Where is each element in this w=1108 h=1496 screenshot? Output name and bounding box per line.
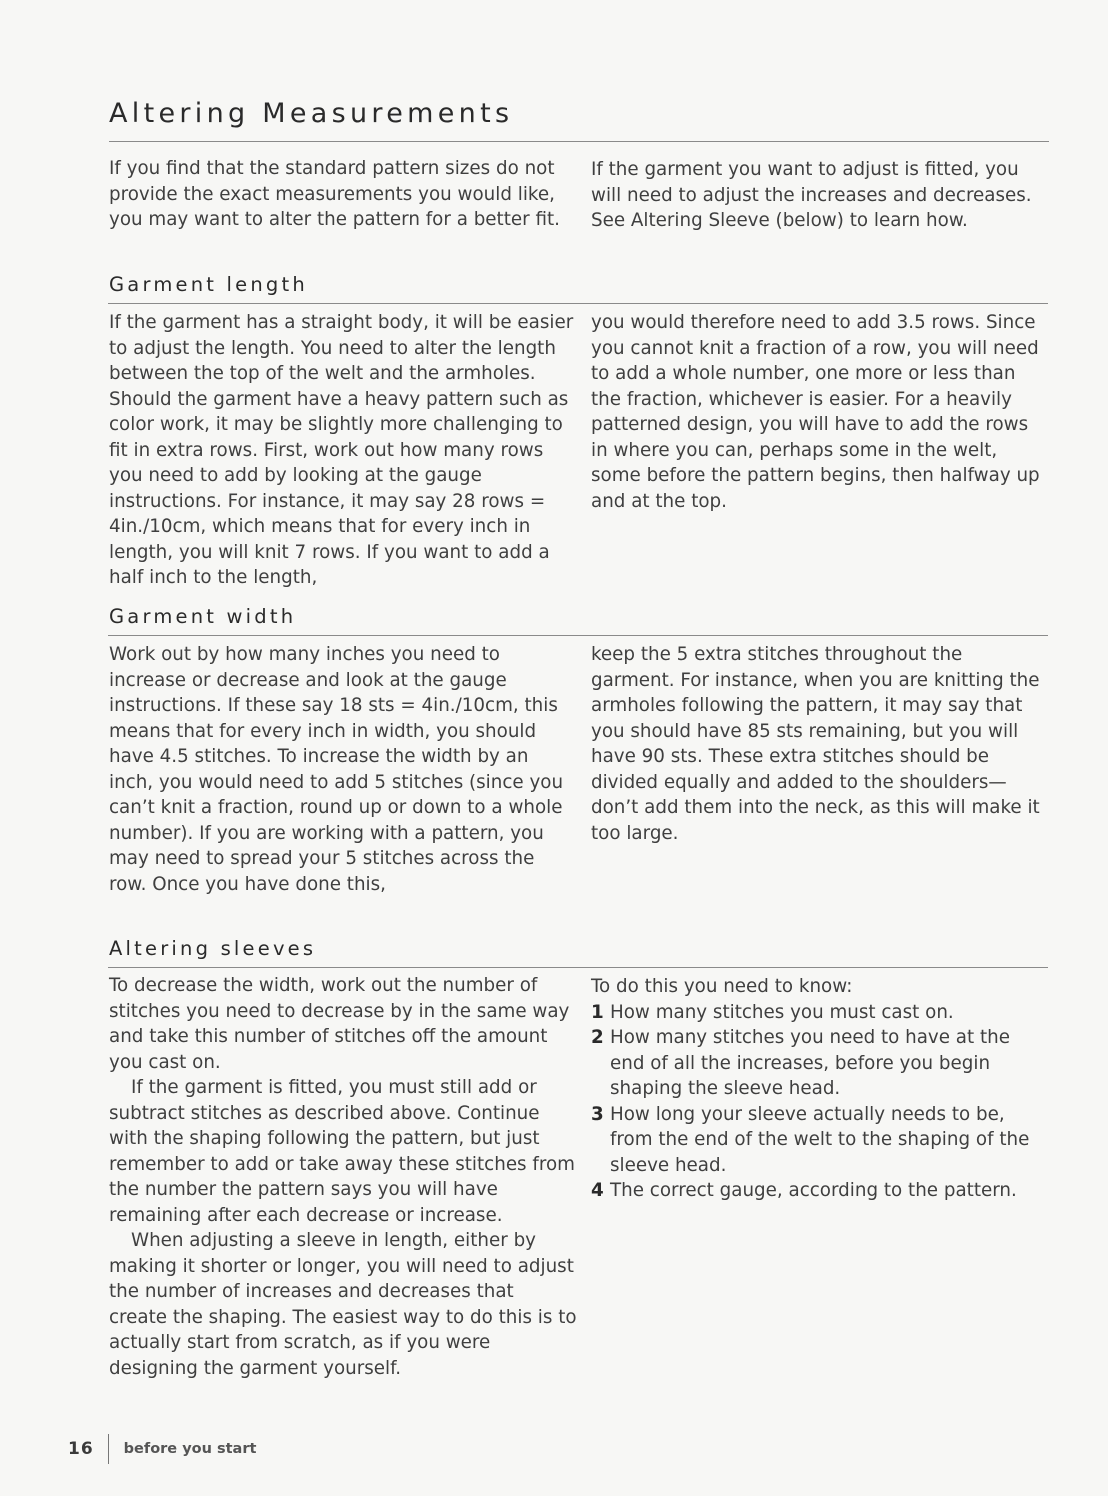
garment-width-left-text: Work out by how many inches you need to increase or decrease and look at the gauge instructions. If these say 18 sts = 4in./10cm, this means that for every inch in width, you should have 4.5 stitches. To increase the width by an inch, you would need to add 5 stitches (since you can’t knit a fraction, round up or down to a whole number). If you are working with a pattern, you may need to spread your 5 stitches across the row. Once you have done this, [109,644,564,895]
list-item [591,1000,1049,1026]
intro-right [591,157,1049,234]
intro-right-text: If the garment you want to adjust is fitted, you will need to adjust the increases and decreases. See Altering Sleeve (below) to learn how. [591,159,1032,231]
sleeves-paragraph-3: When adjusting a sleeve in length, either by making it shorter or longer, you will need to adjust the number of increases and decreases that create the shaping. The easiest way to do this is to actually start from scratch, as if you were designing the garment yourself. [109,1230,577,1379]
altering-sleeves-left [109,973,577,1381]
list-item [591,1102,1049,1179]
step-text: The correct gauge, according to the pattern. [610,1180,1017,1201]
footer-section-name: before you start [123,1441,257,1457]
garment-width-right [591,642,1049,846]
garment-length-left [109,310,577,591]
sleeves-paragraph-1: To decrease the width, work out the number of stitches you need to decrease by in the same way and take this number of stitches off the amount you cast on. [109,975,570,1073]
page-title: Altering Measurements [109,98,514,129]
step-text: How many stitches you need to have at the end of all the increases, before you begin shaping the sleeve head. [610,1027,1010,1099]
sleeves-list-intro: To do this you need to know: [591,976,853,997]
page-number: 16 [68,1439,94,1459]
list-item [591,1025,1049,1102]
section-rule [108,635,1048,636]
title-rule [109,141,1049,142]
heading-garment-length: Garment length [109,273,308,296]
garment-length-left-text: If the garment has a straight body, it will be easier to adjust the length. You need to alter the length between the top of the welt and the armholes. Should the garment have a heavy pattern such as color work, it may be slightly more challenging to fit in extra rows. First, work out how many rows you need to add by looking at the gauge instructions. For instance, it may say 28 rows = 4in./10cm, which means that for every inch in length, you will knit 7 rows. If you want to add a half inch to the length, [109,312,574,588]
step-number: 1 [591,1001,604,1023]
list-item [591,1178,1049,1204]
altering-sleeves-right [591,974,1049,1204]
intro-left-text: If you find that the standard pattern sizes do not provide the exact measurements you would like, you may want to alter the pattern for a better fit. [109,158,560,230]
garment-width-left [109,642,577,897]
sleeves-paragraph-2: If the garment is fitted, you must still add or subtract stitches as described above. Continue with the shaping following the pattern, but just remember to add or take away these stitches from the number the pattern says you will have remaining after each decrease or increase. [109,1077,575,1226]
garment-length-right [591,310,1049,514]
footer-divider [108,1434,109,1464]
step-number: 4 [591,1180,604,1201]
section-rule [108,303,1048,304]
section-rule [108,967,1048,968]
step-number: 2 [591,1027,604,1048]
heading-altering-sleeves: Altering sleeves [109,937,317,960]
sleeves-steps-list [591,1000,1049,1204]
step-text: How long your sleeve actually needs to be, from the end of the welt to the shaping of the sleeve head. [610,1103,1030,1176]
garment-length-right-text: you would therefore need to add 3.5 rows. Since you cannot knit a fraction of a row, you will need to add a whole number, one more or less than the fraction, whichever is easier. For a heavily patterned design, you will have to add the rows in where you can, perhaps some in the welt, some before the pattern begins, then halfway up and at the top. [591,312,1040,512]
step-text: How many stitches you must cast on. [610,1001,954,1023]
step-number: 3 [591,1103,604,1125]
garment-width-right-text: keep the 5 extra stitches throughout the garment. For instance, when you are knitting the armholes following the pattern, it may say that you should have 85 sts remaining, but you will have 90 sts. These extra stitches should be divided equally and added to the shoulders—don’t add them into the neck, as this will make it too large. [591,644,1040,844]
intro-left [109,156,577,233]
page-footer [68,1434,256,1464]
heading-garment-width: Garment width [109,605,297,628]
